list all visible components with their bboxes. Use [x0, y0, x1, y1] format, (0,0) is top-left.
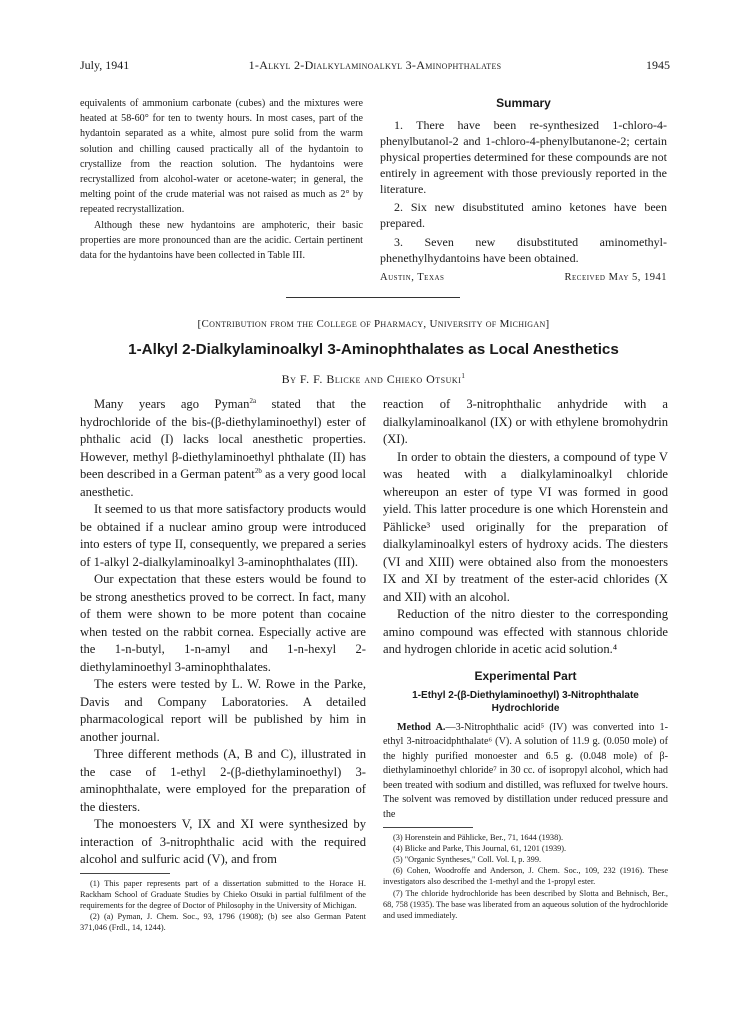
paragraph: Reduction of the nitro diester to the corresponding amino compound was effected with stannous chloride and hydrogen chloride in acetic acid solution.⁴ [383, 607, 668, 656]
paragraph: Method A.—3-Nitrophthalic acid⁵ (IV) was converted into 1-ethyl 3-nitroacidphthalate⁶ (V). A solution of 11.9 g. (0.050 mole) of the highly purified monoester and 6.5 g. (0.048 mole) of β-diethylaminoethyl chloride⁷ in 30 cc. of isopropyl alcohol, which had been treated with sodium and distilled, was refluxed for twelve hours. The solvent was removed by distillation under reduced pressure and the [383, 721, 668, 821]
previous-article-ending [80, 96, 363, 263]
footnote: (6) Cohen, Woodroffe and Anderson, J. Chem. Soc., 109, 232 (1916). These investigators also described the 1-methyl and the 1-propyl ester. [383, 866, 668, 887]
location: Austin, Texas [380, 272, 445, 284]
header-running-title: 1-Alkyl 2-Dialkylaminoalkyl 3-Aminophthalates [248, 58, 502, 72]
footnote: (2) (a) Pyman, J. Chem. Soc., 93, 1796 (1908); (b) see also German Patent 371,046 (Frdl., 14, 1244). [80, 912, 366, 933]
paragraph: Our expectation that these esters would be found to be strong anesthetics proved to be correct. In fact, many of them were shown to be more potent than cocaine when tested on the rabbit cornea. Especially active are the 1-n-butyl, 1-n-amyl and 1-n-hexyl 2-diethylaminoethyl 3-aminophthalates. [80, 572, 366, 674]
paragraph: Three different methods (A, B and C), illustrated in the case of 1-ethyl 2-(β-diethylaminoethyl) 3-aminophthalate, were employed for the preparation of the diesters. [80, 747, 366, 814]
paragraph: It seemed to us that more satisfactory products would be obtained if a nuclear amino group were introduced into esters of type II, consequently, we prepared a series of 1-alkyl 2-dialkylaminoalkyl 3-aminophthalates (III). [80, 502, 366, 569]
footnote-rule [383, 827, 473, 828]
footnote: (7) The chloride hydrochloride has been described by Slotta and Behnisch, Ber., 68, 758 (1935). The base was liberated from an aqueous solution of the hydrochloride and used immediately. [383, 888, 668, 921]
footnote: (5) "Organic Syntheses," Coll. Vol. I, p. 399. [393, 855, 542, 865]
running-header [80, 58, 670, 78]
subsection-heading: 1-Ethyl 2-(β-Diethylaminoethyl) 3-Nitrophthalate Hydrochloride [412, 689, 639, 714]
article-divider [286, 297, 460, 298]
summary-item: 1. There have been re-synthesized 1-chloro-4-phenylbutanol-2 and 1-chloro-4-phenylbutanone-2; certain physical properties determined for these compounds are not entirely in agreement with those previously reported in the literature. [380, 117, 667, 196]
paragraph: The esters were tested by L. W. Rowe in the Parke, Davis and Company Laboratories. A detailed pharmacological report will be published by him in another journal. [80, 677, 366, 744]
header-page-number: 1945 [646, 58, 670, 72]
right-column [383, 396, 668, 921]
footnote-ref: 1 [461, 372, 466, 380]
left-column [80, 396, 366, 934]
footnote-ref: 2b [254, 466, 262, 475]
footnote: (4) Blicke and Parke, This Journal, 61, 1201 (1939). [393, 843, 567, 853]
authors: By F. F. Blicke and Chieko Otsuki [281, 372, 462, 386]
section-heading: Experimental Part [474, 668, 577, 683]
byline [0, 372, 747, 387]
contribution-line: [Contribution from the College of Pharmacy, University of Michigan] [197, 318, 550, 330]
paragraph: reaction of 3-nitrophthalic anhydride with a dialkylaminoalkanol (IX) or with ethylene bromohydrin (XI). [383, 397, 668, 446]
footnote: (3) Horenstein and Pählicke, Ber., 71, 1644 (1938). [393, 832, 564, 842]
paragraph: Although these new hydantoins are amphoteric, their basic properties are more pronounced than are the acidic. Certain pertinent data for the hydantoins have been collected in Table III. [80, 219, 363, 262]
header-date: July, 1941 [80, 58, 130, 72]
summary-item: 2. Six new disubstituted amino ketones have been prepared. [380, 200, 667, 231]
paragraph: Many years ago Pyman$^{2a}$ stated that the hydrochloride of the bis-(β-diethylaminoethyl) ester of phthalic acid (I) lacks local anesthetic properties. However, methyl β-diethylaminoethyl phthalate (II) has been described in a German patent$^{2b}$ as a very good local anesthetic. [80, 396, 366, 499]
paragraph: In order to obtain the diesters, a compound of type V was heated with a dialkylaminoalkyl chloride whereupon an ester of type VI was formed in good yield. This latter procedure is one which Horenstein and Pählicke³ used originally for the preparation of dialkylaminoalkyl esters of hydroxy acids. The diesters (VI and XIII) were obtained also from the monoesters IX and XI by treatment of the ester-acid chlorides (X and XII) with an alcohol. [383, 449, 668, 604]
footnote-ref: 2a [249, 396, 257, 405]
paragraph: The monoesters V, IX and XI were synthesized by interaction of 3-nitrophthalic acid with the required alcohol and sulfuric acid (V), and from [80, 817, 366, 866]
footnote: (1) This paper represents part of a dissertation submitted to the Horace H. Rackham School of Graduate Studies by Chieko Otsuki in partial fulfilment of the requirements for the degree of Doctor of Philosophy in the University of Michigan. [80, 878, 366, 910]
summary-item: 3. Seven new disubstituted aminomethyl-phenethylhydantoins have been obtained. [380, 235, 667, 266]
summary-section [380, 96, 667, 286]
article-title: 1-Alkyl 2-Dialkylaminoalkyl 3-Aminophthalates as Local Anesthetics [128, 341, 619, 358]
summary-signature [380, 270, 667, 286]
footnote-rule [80, 873, 170, 874]
paragraph: equivalents of ammonium carbonate (cubes) and the mixtures were heated at 58-60° for ten to twenty hours. In most cases, part of the hydantoin separated as a white, almost pure solid from the warm solution and chilling caused practically all of the hydantoin to crystallize from the reaction solution. The hydantoins were recrystallized from alcohol-water or acetone-water; in general, the melting point of the crude material was not raised as much as 2° by repeated recrystallization. [80, 98, 363, 216]
received-date: Received May 5, 1941 [564, 272, 667, 284]
method-label: Method A. [397, 721, 446, 733]
summary-title: Summary [496, 96, 551, 110]
